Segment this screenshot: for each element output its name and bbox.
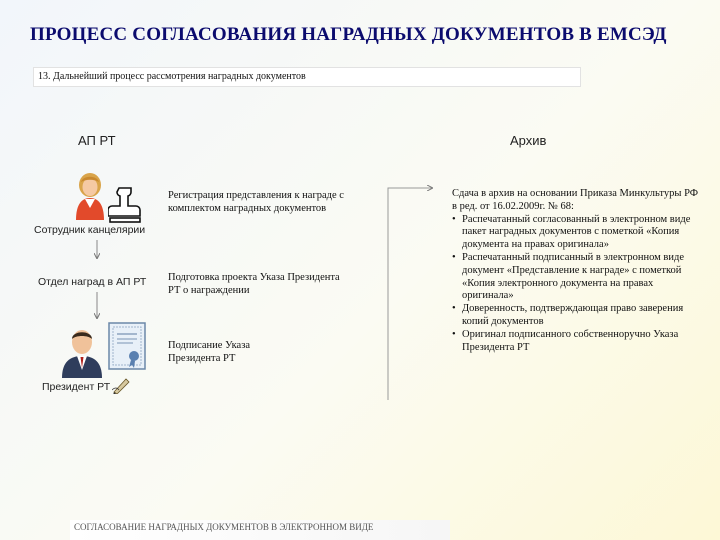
arrow-to-archive [388,188,432,400]
step-signing: Подписание Указа Президента РТ [168,340,251,364]
archive-list [452,214,704,355]
list-item: • Доверенность, подтверждающая право заверения копий документов [452,303,704,329]
list-item: • Распечатанный согласованный в электронном виде пакет наградных документов с пометкой «Копия документа на правах оригинала» [452,214,704,252]
column-header-ap-rt: АП РТ [78,133,116,148]
step-registration: Регистрация представления к награде с комплектом наградных документов [168,190,344,214]
man-avatar-icon [60,326,104,378]
role-president-label: Президент РТ [42,381,111,393]
page-title: ПРОЦЕСС СОГЛАСОВАНИЯ НАГРАДНЫХ ДОКУМЕНТОВ В ЕМСЭД [30,24,667,45]
archive-block [452,188,704,354]
list-item: • Оригинал подписанного собственноручно Указа Президента РТ [452,329,704,355]
archive-intro: Сдача в архив на основании Приказа Минкультуры РФ в ред. от 16.02.2009г. № 68: [452,188,699,212]
column-header-archive: Архив [510,133,547,148]
step-subtitle: 13. Дальнейший процесс рассмотрения наградных документов [33,67,581,87]
role-clerk-label: Сотрудник канцелярии [34,224,146,236]
certificate-icon [108,322,146,370]
step-decree-draft: Подготовка проекта Указа Президента РТ о награждении [168,272,340,296]
list-item: • Распечатанный подписанный в электронном виде документ «Представление к награде» с пометкой «Копия электронного документа на правах оригинала» [452,252,704,303]
woman-avatar-icon [72,170,108,220]
pen-icon [112,376,132,394]
role-awards-dept-label: Отдел наград в АП РТ [38,276,147,288]
stamp-icon [108,186,142,224]
footer-caption: СОГЛАСОВАНИЕ НАГРАДНЫХ ДОКУМЕНТОВ В ЭЛЕКТРОННОМ ВИДЕ [70,520,450,540]
